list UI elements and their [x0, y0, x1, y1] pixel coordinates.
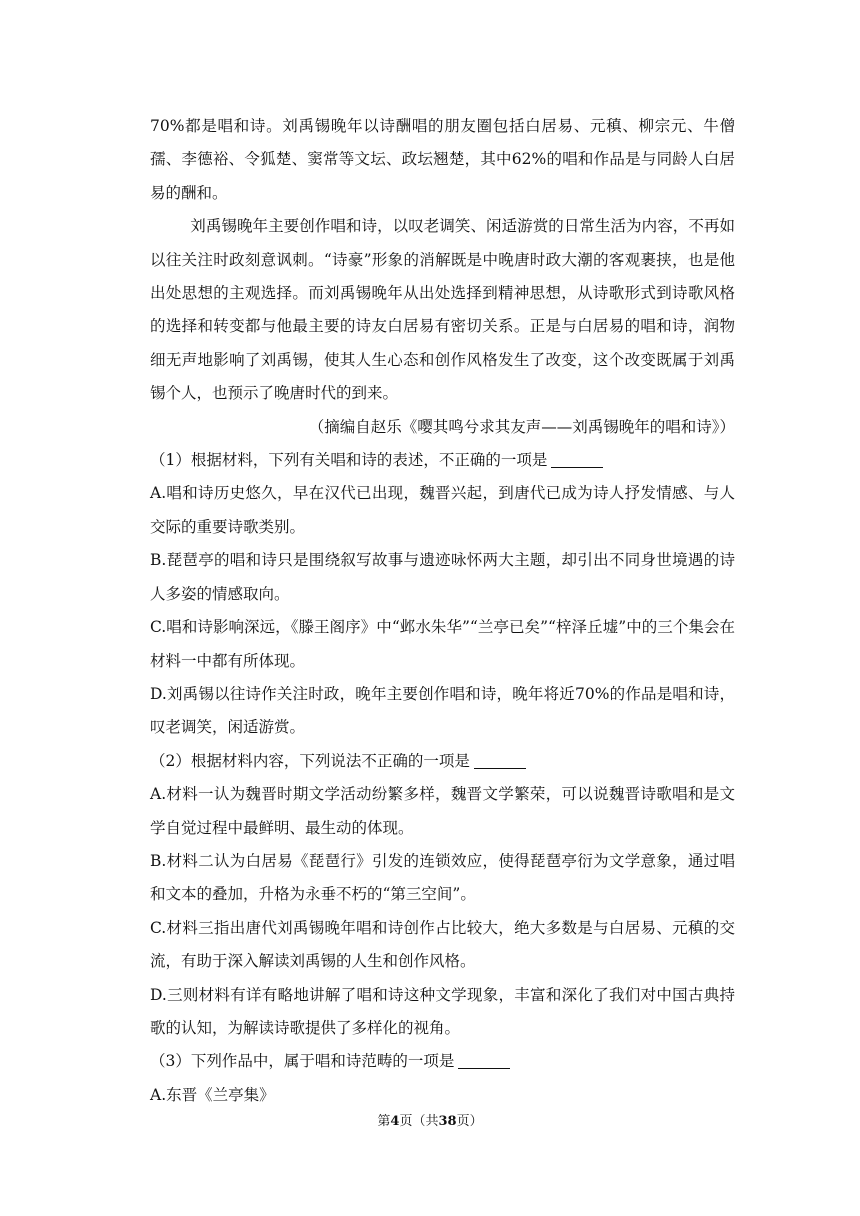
question-1-option-a: A.唱和诗历史悠久，早在汉代已出现，魏晋兴起，到唐代已成为诗人抒发情感、与人交际的重要诗歌类别。	[150, 484, 735, 536]
footer-total-pages: 38	[438, 1114, 457, 1129]
question-3-stem	[150, 1045, 735, 1078]
question-stem-text: （3）下列作品中，属于唱和诗范畴的一项是	[150, 1052, 455, 1071]
footer-suffix: 页）	[456, 1114, 483, 1129]
question-2-option-b: B.材料二认为白居易《琵琶行》引发的连锁效应，使得琵琶亭衍为文学意象，通过唱和文本的叠加，升格为永垂不朽的“第三空间”。	[150, 851, 735, 904]
question-2-option-a: A.材料一认为魏晋时期文学活动纷繁多样，魏晋文学繁荣，可以说魏晋诗歌唱和是文学自觉过程中最鲜明、最生动的体现。	[150, 785, 735, 837]
question-2-stem	[150, 745, 735, 778]
footer-middle: 页（共	[399, 1114, 439, 1129]
paragraph-analysis: 刘禹锡晚年主要创作唱和诗，以叹老调笑、闲适游赏的日常生活为内容，不再如以往关注时政刻意讽刺。“诗豪”形象的消解既是中晚唐时政大潮的客观裹挟，也是他出处思想的主观选择。而刘禹锡晚年从出处选择到精神思想，从诗歌形式到诗歌风格的选择和转变都与他最主要的诗友白居易有密切关系。正是与白居易的唱和诗，润物细无声地影响了刘禹锡，使其人生心态和创作风格发生了改变，这个改变既属于刘禹锡个人，也预示了晚唐时代的到来。	[150, 217, 735, 403]
question-1-option-c: C.唱和诗影响深远，《滕王阁序》中“邺水朱华”“兰亭已矣”“梓泽丘墟”中的三个集会在材料一中都有所体现。	[150, 618, 735, 670]
question-1-option-b: B.琵琶亭的唱和诗只是围绕叙写故事与遗迹咏怀两大主题，却引出不同身世境遇的诗人多姿的情感取向。	[150, 551, 735, 603]
question-2-option-d: D.三则材料有详有略地讲解了唱和诗这种文学现象，丰富和深化了我们对中国古典持歌的认知，为解读诗歌提供了多样化的视角。	[150, 985, 735, 1037]
question-stem-text: （2）根据材料内容，下列说法不正确的一项是	[150, 751, 470, 770]
footer-page-number: 4	[390, 1114, 400, 1129]
footer-prefix: 第	[377, 1114, 391, 1129]
answer-blank	[474, 752, 526, 769]
page-content	[150, 110, 735, 1112]
answer-blank	[458, 1053, 510, 1070]
question-1-stem	[150, 444, 735, 477]
question-2-option-c: C.材料三指出唐代刘禹锡晚年唱和诗创作占比较大，绝大多数是与白居易、元稹的交流，有助于深入解读刘禹锡的人生和创作风格。	[150, 918, 735, 971]
source-citation: （摘编自赵乐《嘤其鸣兮求其友声——刘禹锡晚年的唱和诗》）	[308, 417, 735, 436]
page-footer	[0, 1110, 860, 1129]
question-1-option-d: D.刘禹锡以往诗作关注时政，晚年主要创作唱和诗，晚年将近70%的作品是唱和诗，叹老调笑，闲适游赏。	[150, 684, 735, 737]
answer-blank	[551, 452, 603, 469]
question-stem-text: （1）根据材料，下列有关唱和诗的表述，不正确的一项是	[150, 451, 548, 470]
question-3-option-a: A.东晋《兰亭集》	[150, 1085, 275, 1104]
paragraph-continuation: 70%都是唱和诗。刘禹锡晚年以诗酬唱的朋友圈包括白居易、元稹、柳宗元、牛僧孺、李德裕、令狐楚、窦常等文坛、政坛翘楚，其中62%的唱和作品是与同龄人白居易的酬和。	[150, 117, 735, 202]
